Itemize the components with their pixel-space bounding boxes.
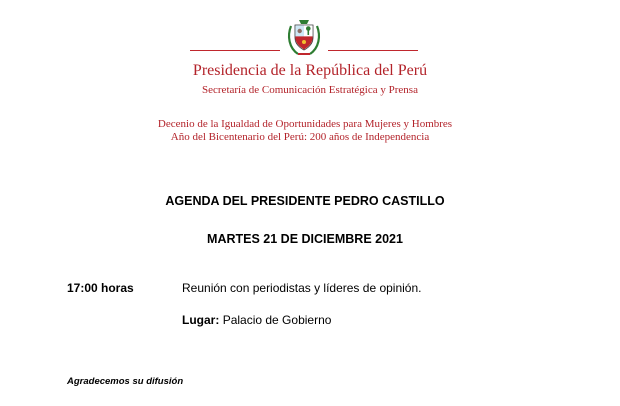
coat-of-arms-icon: [286, 16, 322, 60]
office-subtitle: Secretaría de Comunicación Estratégica y Prensa: [202, 84, 418, 96]
letterhead-rule-left: [190, 50, 280, 51]
year-motto: Año del Bicentenario del Perú: 200 años de Independencia: [170, 131, 430, 143]
institution-title: Presidencia de la República del Perú: [192, 62, 428, 79]
decade-motto: Decenio de la Igualdad de Oportunidades para Mujeres y Hombres: [157, 118, 453, 130]
agenda-item-description: Reunión con periodistas y líderes de opinión.: [182, 281, 422, 295]
footer-note: Agradecemos su difusión: [67, 376, 184, 387]
agenda-item-place: [182, 313, 331, 327]
agenda-date: MARTES 21 DE DICIEMBRE 2021: [207, 232, 403, 246]
letterhead-rule-right: [328, 50, 418, 51]
place-value: Palacio de Gobierno: [222, 313, 332, 327]
place-label: Lugar:: [182, 313, 220, 327]
agenda-item-time: 17:00 horas: [67, 281, 134, 295]
agenda-title: AGENDA DEL PRESIDENTE PEDRO CASTILLO: [165, 194, 445, 208]
